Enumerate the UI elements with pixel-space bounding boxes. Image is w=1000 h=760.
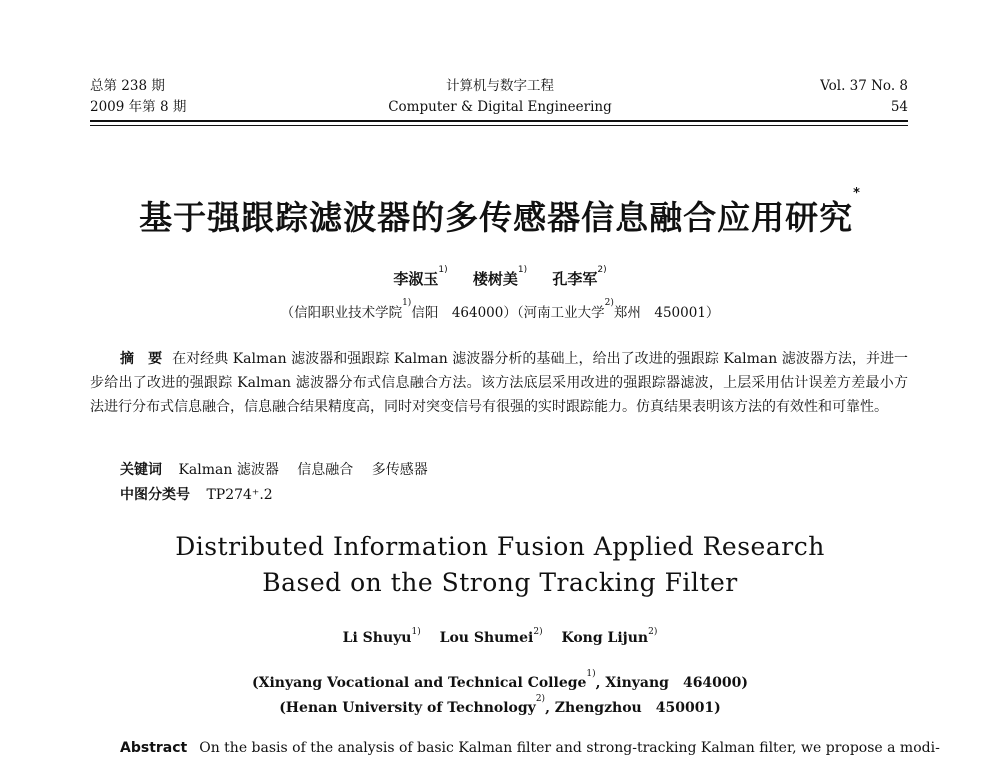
author-cn-3 <box>552 265 607 288</box>
keywords-label: 关键词 <box>120 462 162 478</box>
volume-number: Vol. 37 No. 8 <box>820 78 908 94</box>
classification <box>120 484 273 504</box>
affiliation-en-1 <box>0 669 1000 692</box>
header-rule-thin <box>90 125 908 126</box>
author-mark: 1) <box>438 265 448 275</box>
header-rule-thick <box>90 120 908 122</box>
keyword-item: Kalman 滤波器 <box>178 462 279 478</box>
affiliation-en-2 <box>0 694 1000 717</box>
journal-name-cn: 计算机与数字工程 <box>446 78 554 94</box>
issue-year: 2009 年第 8 期 <box>90 99 187 115</box>
affil-en-mark: 2) <box>535 694 546 704</box>
author-name: 孔李军 <box>552 270 598 288</box>
author-mark: 2) <box>533 627 543 637</box>
abstract-en <box>120 740 940 756</box>
author-cn-1 <box>393 265 448 288</box>
affil-open: （ <box>280 305 295 321</box>
classification-label: 中图分类号 <box>120 487 190 503</box>
authors-en <box>0 627 1000 646</box>
title-footnote-mark: * <box>853 186 861 201</box>
affil-inst-1: 信阳职业技术学院 <box>294 305 403 321</box>
author-cn-2 <box>472 265 528 288</box>
paper-title-en-line1: Distributed Information Fusion Applied Research <box>175 532 825 561</box>
affil-en-mark: 1) <box>586 669 596 679</box>
affil-en-inst: (Henan University of Technology <box>279 700 536 716</box>
affil-city-1: 信阳 464000）（河南工业大学 <box>411 305 605 321</box>
author-mark: 2) <box>648 627 658 637</box>
affil-mark-2: 2) <box>604 298 614 308</box>
abstract-en-text: On the basis of the analysis of basic Kalman filter and strong-tracking Kalman filter, we propose a modi- <box>199 740 940 756</box>
affiliation-cn <box>0 298 1000 321</box>
keyword-item: 多传感器 <box>371 462 428 478</box>
author-name: Lou Shumei <box>439 630 534 646</box>
affil-en-city: , Zhengzhou 450001) <box>545 700 721 716</box>
author-en-3 <box>561 627 658 646</box>
author-name: 李淑玉 <box>393 270 439 288</box>
author-mark: 1) <box>517 265 528 275</box>
paper-title-cn-text: 基于强跟踪滤波器的多传感器信息融合应用研究 <box>139 198 854 237</box>
page-number: 54 <box>890 99 908 115</box>
author-en-2 <box>439 627 543 646</box>
abstract-cn <box>90 347 908 419</box>
affil-mark-1: 1) <box>402 298 412 308</box>
abstract-cn-text: 在对经典 Kalman 滤波器和强跟踪 Kalman 滤波器分析的基础上，给出了改进的强跟踪 Kalman 滤波器方法，并进一步给出了改进的强跟踪 Kalman 滤波器分布式信息融合方法。该方法底层采用改进的强跟踪器滤波，上层采用估计误差方差最小方法进行分布式信息融合，信息融合结果精度高，同时对突变信号有很强的实时跟踪能力。仿真结果表明该方法的有效性和可靠性。 <box>90 351 909 415</box>
abstract-cn-label: 摘 要 <box>120 351 163 367</box>
affil-en-inst: (Xinyang Vocational and Technical College <box>251 675 587 691</box>
author-mark: 2) <box>597 265 607 275</box>
classification-value: TP274⁺.2 <box>206 487 273 503</box>
affil-city-2: 郑州 450001） <box>613 305 720 321</box>
keywords <box>120 459 442 479</box>
author-en-1 <box>342 627 421 646</box>
issue-total: 总第 238 期 <box>90 78 165 94</box>
paper-title-en-line2: Based on the Strong Tracking Filter <box>262 568 738 597</box>
paper-title-cn <box>0 186 1000 239</box>
abstract-en-label: Abstract <box>120 740 188 756</box>
author-name: Li Shuyu <box>342 630 412 646</box>
author-mark: 1) <box>411 627 421 637</box>
affil-en-city: , Xinyang 464000) <box>595 675 749 691</box>
journal-name-en: Computer & Digital Engineering <box>388 99 612 115</box>
keyword-item: 信息融合 <box>297 462 354 478</box>
author-name: Kong Lijun <box>561 630 649 646</box>
authors-cn <box>0 265 1000 289</box>
author-name: 楼树美 <box>472 270 518 288</box>
